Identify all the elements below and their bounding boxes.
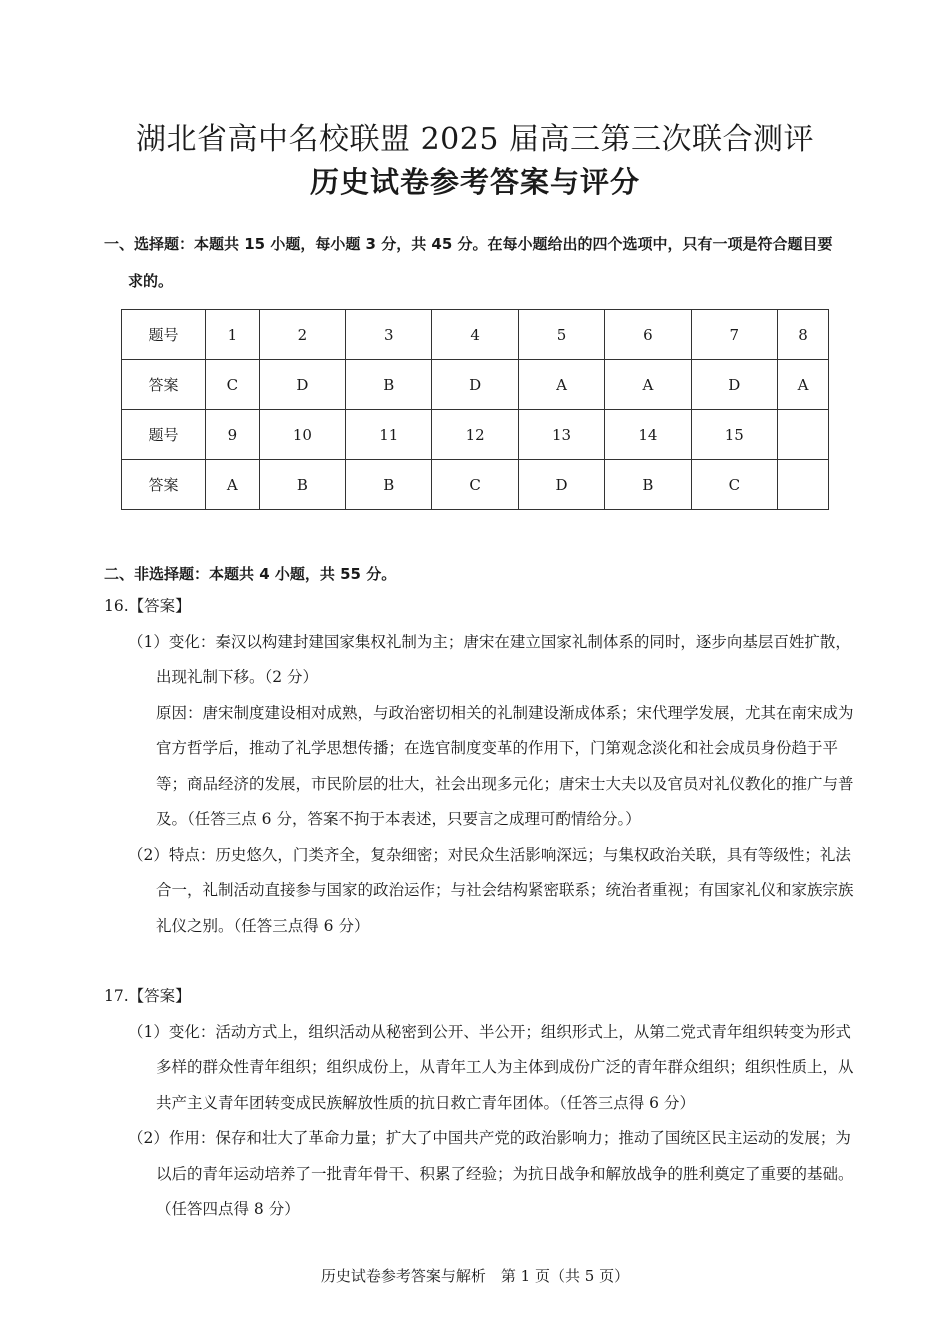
table-cell: 6: [605, 310, 691, 360]
table-cell: A: [605, 360, 691, 410]
question-17: [104, 979, 854, 1228]
question-16-label: 16.【答案】: [104, 597, 191, 615]
table-row: [122, 310, 829, 360]
table-cell: C: [432, 460, 518, 510]
table-cell: [778, 460, 829, 510]
table-cell: A: [206, 460, 260, 510]
table-cell: [778, 410, 829, 460]
table-cell: D: [691, 360, 777, 410]
question-16: [104, 589, 854, 944]
table-row: [122, 360, 829, 410]
table-cell: B: [346, 460, 432, 510]
table-cell: B: [259, 460, 345, 510]
table-cell: D: [518, 460, 604, 510]
answer-table: [121, 309, 829, 510]
section-2-heading: 二、非选择题：本题共 4 小题，共 55 分。: [104, 565, 397, 583]
table-cell: C: [206, 360, 260, 410]
table-cell: 5: [518, 310, 604, 360]
table-cell: 8: [778, 310, 829, 360]
section-1-heading-line1: 一、选择题：本题共 15 小题，每小题 3 分，共 45 分。在每小题给出的四个选项中，只有一项是符合题目要: [104, 235, 833, 253]
section-1-heading: [104, 226, 854, 300]
table-cell: 9: [206, 410, 260, 460]
document-subtitle: 历史试卷参考答案与评分: [309, 165, 640, 199]
page-footer: 历史试卷参考答案与解析 第 1 页（共 5 页）: [320, 1267, 630, 1285]
table-cell: 3: [346, 310, 432, 360]
table-cell: 12: [432, 410, 518, 460]
table-cell: 7: [691, 310, 777, 360]
table-cell: 14: [605, 410, 691, 460]
table-row-header-cell: 答案: [122, 460, 206, 510]
question-16-part1: （1）变化：秦汉以构建封建国家集权礼制为主；唐宋在建立国家礼制体系的同时，逐步向基层百姓扩散，出现礼制下移。（2 分）: [128, 632, 851, 686]
question-17-part2: （2）作用：保存和壮大了革命力量；扩大了中国共产党的政治影响力；推动了国统区民主运动的发展；为以后的青年运动培养了一批青年骨干、积累了经验；为抗日战争和解放战争的胜利奠定了重要的基础。（任答四点得 8 分）: [128, 1129, 854, 1218]
table-cell: 1: [206, 310, 260, 360]
table-cell: D: [432, 360, 518, 410]
table-cell: D: [259, 360, 345, 410]
table-cell: A: [778, 360, 829, 410]
table-row-header-cell: 题号: [122, 410, 206, 460]
table-cell: A: [518, 360, 604, 410]
table-cell: B: [605, 460, 691, 510]
question-17-label: 17.【答案】: [104, 987, 191, 1005]
table-cell: 2: [259, 310, 345, 360]
question-17-part1: （1）变化：活动方式上，组织活动从秘密到公开、半公开；组织形式上，从第二党式青年组织转变为形式多样的群众性青年组织；组织成份上，从青年工人为主体到成份广泛的青年群众组织；组织性质上，从共产主义青年团转变成民族解放性质的抗日救亡青年团体。（任答三点得 6 分）: [128, 1022, 854, 1112]
table-cell: 11: [346, 410, 432, 460]
table-row: [122, 410, 829, 460]
table-cell: 15: [691, 410, 777, 460]
table-cell: 13: [518, 410, 604, 460]
table-cell: B: [346, 360, 432, 410]
table-row-header-cell: 答案: [122, 360, 206, 410]
section-1-heading-line2: 求的。: [128, 272, 174, 290]
table-row-header-cell: 题号: [122, 310, 206, 360]
question-16-part2: （2）特点：历史悠久，门类齐全，复杂细密；对民众生活影响深远；与集权政治关联，具有等级性；礼法合一，礼制活动直接参与国家的政治运作；与社会结构紧密联系；统治者重视；有国家礼仪和家族宗族礼仪之别。（任答三点得 6 分）: [128, 845, 854, 935]
table-cell: 10: [259, 410, 345, 460]
document-title: 湖北省高中名校联盟 2025 届高三第三次联合测评: [136, 122, 814, 157]
table-cell: C: [691, 460, 777, 510]
table-cell: 4: [432, 310, 518, 360]
table-row: [122, 460, 829, 510]
question-16-part1-reason: 原因：唐宋制度建设相对成熟，与政治密切相关的礼制建设渐成体系；宋代理学发展，尤其在南宋成为官方哲学后，推动了礼学思想传播；在选官制度变革的作用下，门第观念淡化和社会成员身份趋于平等；商品经济的发展，市民阶层的壮大，社会出现多元化；唐宋士大夫以及官员对礼仪教化的推广与普及。（任答三点 6 分，答案不拘于本表述，只要言之成理可酌情给分。）: [156, 703, 854, 828]
